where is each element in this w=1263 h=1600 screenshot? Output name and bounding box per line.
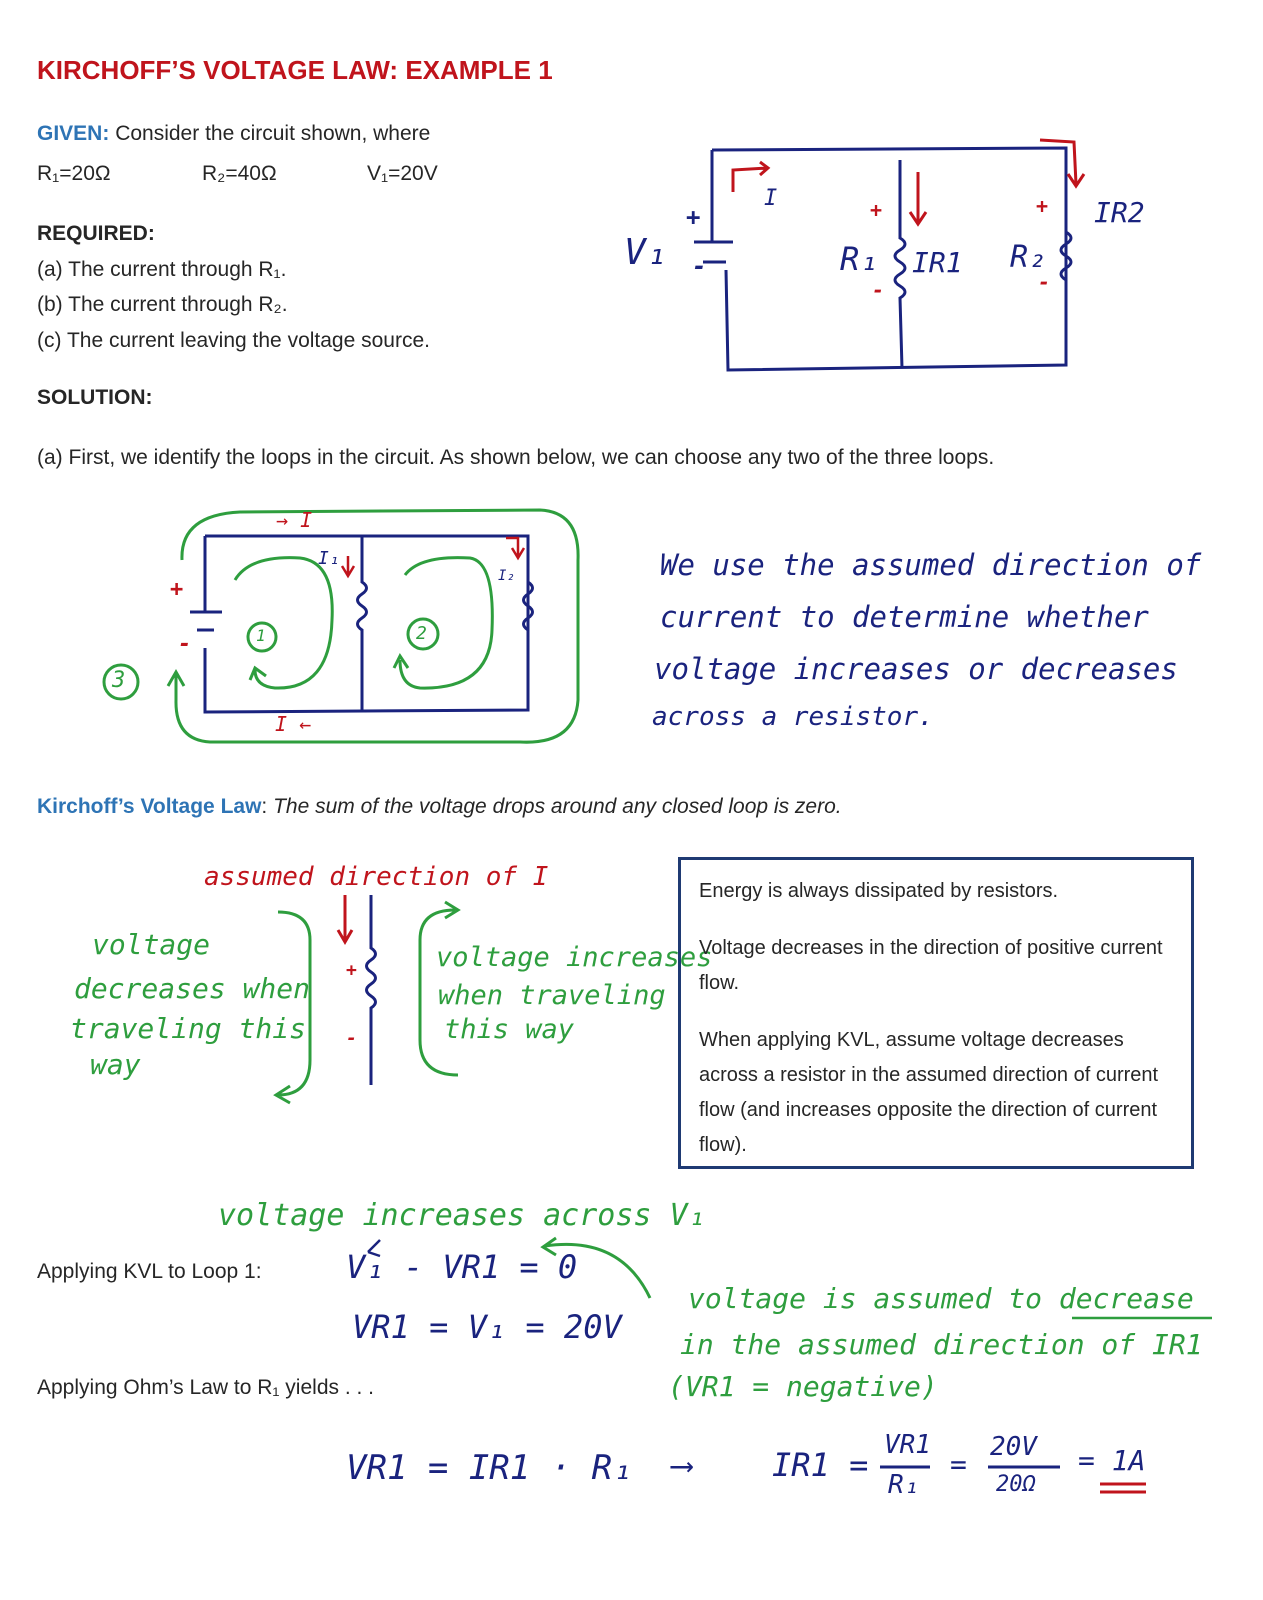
loop-2-arrow bbox=[394, 558, 492, 688]
assumed-current-arrow bbox=[338, 895, 352, 942]
decrease-explanation: in the assumed direction of IR1 bbox=[680, 1328, 1203, 1361]
note-line: We use the assumed direction of bbox=[660, 548, 1202, 582]
solution-label: SOLUTION: bbox=[37, 386, 153, 409]
note-line: voltage increases or decreases bbox=[654, 652, 1178, 686]
note-line: across a resistor. bbox=[652, 702, 934, 732]
given-v1: V₁=20V bbox=[367, 162, 438, 185]
plus-sign: + bbox=[686, 203, 701, 231]
ir1-label: IR1 bbox=[912, 246, 963, 279]
decrease-note: way bbox=[90, 1048, 141, 1081]
r1-minus: - bbox=[872, 278, 885, 302]
resistor-r1 bbox=[895, 160, 905, 368]
source-label: V₁ bbox=[624, 232, 668, 273]
loop-3-arrow bbox=[168, 510, 578, 742]
kvl-text: The sum of the voltage drops around any closed loop is zero. bbox=[273, 795, 842, 818]
kvl-equation-2: VR1 = V₁ = 20V bbox=[352, 1308, 622, 1346]
note-line: current to determine whether bbox=[660, 600, 1149, 634]
i1-label: I₁ bbox=[318, 548, 340, 569]
i2-label: I₂ bbox=[498, 568, 515, 584]
current-arrows-2 bbox=[342, 538, 524, 576]
step-a-text: (a) First, we identify the loops in the circuit. As shown below, we can choose any two of the three loops. bbox=[37, 446, 995, 469]
equals-sign: = bbox=[950, 1448, 967, 1481]
given-label: GIVEN: bbox=[37, 122, 110, 145]
current-i-label: I bbox=[764, 186, 778, 211]
rules-line: When applying KVL, assume voltage decreases across a resistor in the assumed direction of current flow (and increases opposite the direction of current flow). bbox=[699, 1029, 1159, 1156]
kvl-equation-1: V₁ - VR1 = 0 bbox=[346, 1248, 578, 1286]
increase-note: when traveling bbox=[438, 980, 666, 1011]
result-underline bbox=[1100, 1484, 1146, 1492]
decrease-explanation: voltage is assumed to decrease bbox=[688, 1282, 1194, 1315]
kvl-loop1-label: Applying KVL to Loop 1: bbox=[37, 1260, 262, 1283]
r1-plus: + bbox=[870, 198, 883, 222]
loop-1-label: 1 bbox=[256, 626, 266, 645]
increase-note: voltage increases bbox=[436, 942, 713, 973]
loop-3-label: 3 bbox=[112, 668, 126, 693]
r1-label: R₁ bbox=[840, 240, 879, 278]
required-item: (b) The current through R₂. bbox=[37, 293, 288, 316]
current-top-label: → I bbox=[276, 508, 313, 532]
r2-label: R₂ bbox=[1010, 240, 1047, 275]
result: = 1A bbox=[1078, 1444, 1146, 1477]
required-item: (c) The current leaving the voltage source. bbox=[37, 329, 430, 352]
increase-note: this way bbox=[444, 1014, 575, 1045]
kvl-colon: : bbox=[261, 795, 268, 818]
current-i2-arrow bbox=[506, 538, 524, 558]
v1-increase-note: voltage increases across V₁ bbox=[218, 1198, 706, 1233]
loop-arrows bbox=[104, 510, 578, 742]
current-bottom-label: I ← bbox=[275, 712, 312, 736]
required-label: REQUIRED: bbox=[37, 222, 155, 245]
given-text: Consider the circuit shown, where bbox=[115, 122, 431, 145]
rules-line: Energy is always dissipated by resistors. bbox=[699, 880, 1059, 902]
ohm-arrow: ⟶ bbox=[672, 1446, 692, 1484]
given-r2: R₂=40Ω bbox=[202, 162, 277, 185]
resistor-3 bbox=[367, 895, 376, 1085]
decrease-note: decreases when bbox=[74, 972, 311, 1005]
kvl-statement bbox=[37, 795, 842, 819]
frac-2-denominator: 20Ω bbox=[996, 1472, 1036, 1497]
r2-minus: - bbox=[1038, 270, 1051, 294]
resistor-2-r1 bbox=[358, 536, 367, 710]
resistor-3-plus: + bbox=[346, 960, 357, 981]
ohm-label: Applying Ohm’s Law to R₁ yields . . . bbox=[37, 1376, 375, 1399]
decrease-explanation: (VR1 = negative) bbox=[668, 1370, 938, 1403]
ohm-equation: VR1 = IR1 · R₁ bbox=[346, 1448, 633, 1488]
frac-2-numerator: 20V bbox=[990, 1432, 1037, 1462]
battery-2-plus: + bbox=[170, 577, 184, 602]
ir1-solve: IR1 = bbox=[772, 1446, 869, 1484]
current-ir1-arrow bbox=[910, 172, 926, 224]
decrease-arrow bbox=[276, 912, 310, 1103]
current-arrows-1 bbox=[733, 140, 1084, 224]
given-r1: R₁=20Ω bbox=[37, 162, 111, 185]
page-title: KIRCHOFF’S VOLTAGE LAW: EXAMPLE 1 bbox=[37, 55, 553, 85]
decrease-note: voltage bbox=[92, 928, 211, 961]
ir2-label: IR2 bbox=[1094, 196, 1145, 229]
rules-box bbox=[678, 857, 1194, 1169]
battery-2-minus: - bbox=[178, 632, 192, 657]
loop-1-arrow bbox=[235, 558, 332, 688]
current-i1-arrow bbox=[342, 556, 354, 576]
assumed-direction-label: assumed direction of I bbox=[204, 862, 549, 892]
resistor-3-minus: - bbox=[346, 1028, 357, 1049]
decrease-note: traveling this bbox=[70, 1012, 307, 1045]
minus-sign: - bbox=[692, 252, 707, 280]
rules-line: Voltage decreases in the direction of positive current flow. bbox=[699, 937, 1163, 994]
frac-1-denominator: R₁ bbox=[888, 1470, 920, 1500]
kvl-label: Kirchoff’s Voltage Law bbox=[37, 795, 262, 818]
loop-2-label: 2 bbox=[416, 623, 427, 644]
frac-1-numerator: VR1 bbox=[884, 1430, 931, 1460]
r2-plus: + bbox=[1036, 194, 1049, 218]
required-item: (a) The current through R₁. bbox=[37, 258, 287, 281]
current-i-arrow bbox=[733, 162, 768, 192]
